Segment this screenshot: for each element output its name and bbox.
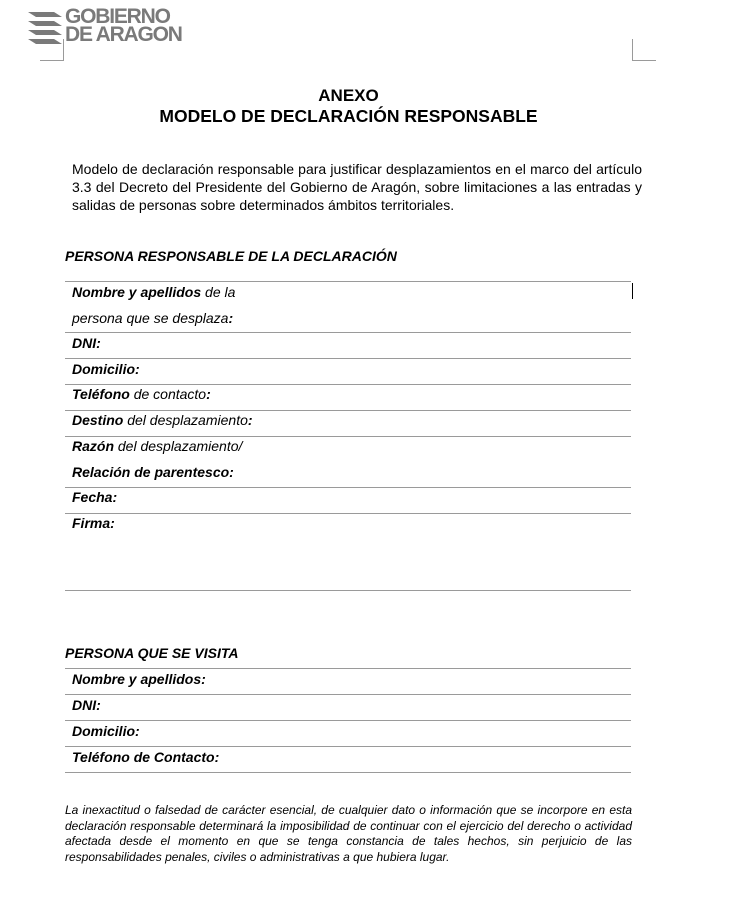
field-label-rest: de contacto <box>129 386 207 402</box>
form-divider <box>65 746 631 747</box>
form-divider <box>65 384 631 385</box>
crop-mark-right <box>632 39 656 61</box>
field-label-rest: persona que se desplaza <box>72 310 229 326</box>
annex-title: ANEXO <box>318 86 379 105</box>
field-label: Relación de parentesco: <box>72 464 234 480</box>
field-label-rest: del desplazamiento/ <box>114 438 243 454</box>
logo-text-line2: DE ARAGON <box>65 23 182 46</box>
field-colon: : <box>228 310 234 326</box>
field-label: Teléfono de Contacto: <box>72 749 220 765</box>
visited-field-dni[interactable] <box>72 697 101 713</box>
field-label-bold: Teléfono <box>72 386 130 402</box>
field-firma[interactable] <box>72 515 115 531</box>
logo-text-line1: GOBIERNO <box>65 5 170 28</box>
field-label-bold: Nombre y apellidos <box>72 284 202 300</box>
visited-field-nombre[interactable] <box>72 671 206 687</box>
text-cursor <box>632 283 633 299</box>
field-label: Firma: <box>72 515 115 531</box>
field-destino[interactable] <box>72 412 253 428</box>
field-colon: : <box>206 386 211 402</box>
field-label: Domicilio: <box>72 361 140 377</box>
field-colon: : <box>247 412 253 428</box>
intro-paragraph: Modelo de declaración responsable para justificar desplazamientos en el marco del artículo 3.3 del Decreto del Presidente del Gobierno de Aragón, sobre limitaciones a las entradas y salidas de personas sobre determinados ámbitos territoriales. <box>72 161 642 213</box>
field-dni[interactable] <box>72 335 101 351</box>
form-divider <box>65 436 631 437</box>
form-divider <box>65 720 631 721</box>
form-divider <box>65 487 631 488</box>
form-divider <box>65 772 631 773</box>
field-fecha[interactable] <box>72 489 117 505</box>
form-divider <box>65 410 631 411</box>
field-nombre-apellidos-line2[interactable] <box>72 310 233 326</box>
form-divider <box>65 590 631 591</box>
field-label: Nombre y apellidos: <box>72 671 206 687</box>
field-label: Domicilio: <box>72 723 140 739</box>
field-razon[interactable] <box>72 438 242 454</box>
field-label-bold: Destino <box>72 412 124 428</box>
field-label-bold: Razón <box>72 438 114 454</box>
visited-section-heading: PERSONA QUE SE VISITA <box>65 645 239 661</box>
field-label-rest: del desplazamiento <box>123 412 248 428</box>
field-label: DNI: <box>72 335 101 351</box>
document-title: MODELO DE DECLARACIÓN RESPONSABLE <box>159 106 538 126</box>
field-relacion-parentesco[interactable] <box>72 464 234 480</box>
form-divider <box>65 668 631 669</box>
field-nombre-apellidos[interactable] <box>72 284 235 300</box>
visited-field-telefono[interactable] <box>72 749 219 765</box>
form-divider <box>65 513 631 514</box>
crop-mark-left <box>40 39 64 61</box>
form-divider <box>65 332 631 333</box>
visited-field-domicilio[interactable] <box>72 723 140 739</box>
responsible-section-heading: PERSONA RESPONSABLE DE LA DECLARACIÓN <box>65 248 397 264</box>
field-label: Fecha: <box>72 489 118 505</box>
legal-disclaimer: La inexactitud o falsedad de carácter esencial, de cualquier dato o información que se incorpore en esta declaración responsable determinará la imposibilidad de continuar con el ejercicio del derecho o actividad afectada desde el momento en que se tenga constancia de tales hechos, sin perjuicio de las responsabilidades penales, civiles o administrativas a que hubiera lugar. <box>65 803 632 864</box>
form-divider <box>65 358 631 359</box>
form-divider <box>65 694 631 695</box>
field-label: DNI: <box>72 697 101 713</box>
field-label-rest: de la <box>201 284 236 300</box>
field-telefono[interactable] <box>72 386 211 402</box>
form-divider <box>65 281 631 282</box>
field-domicilio[interactable] <box>72 361 140 377</box>
